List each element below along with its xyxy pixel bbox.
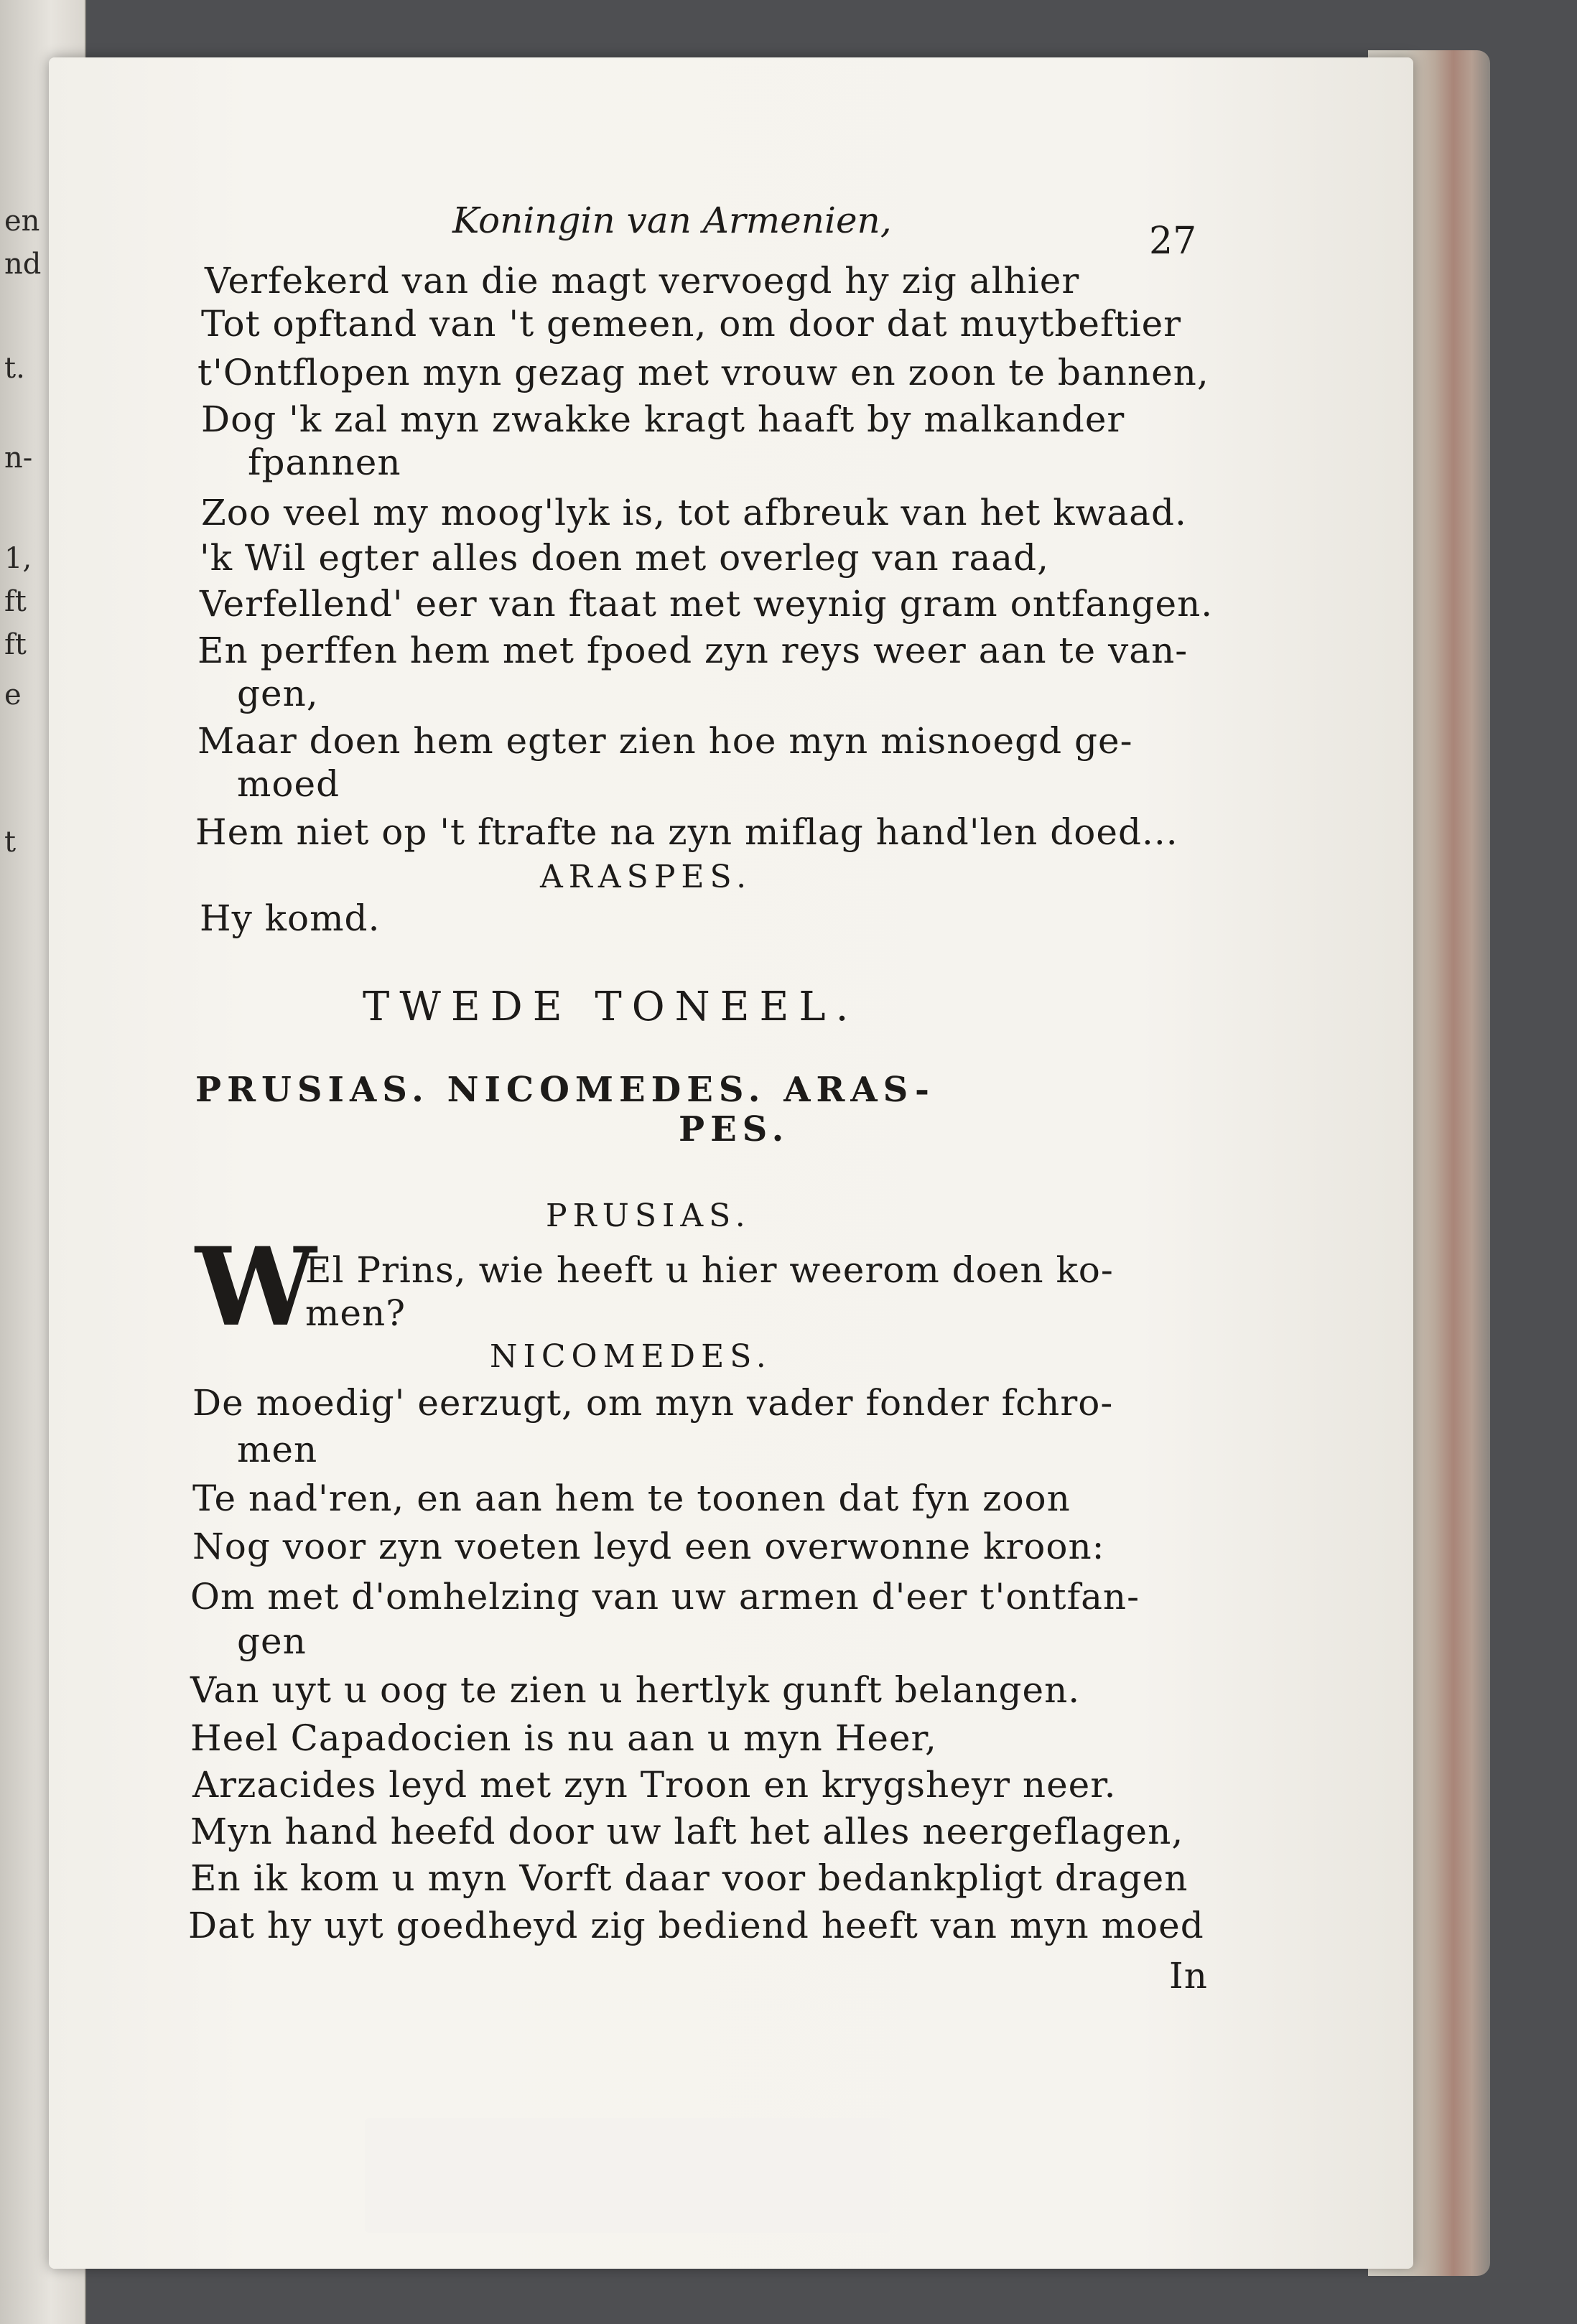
verse-line: Verfellend' eer van ftaat met weynig gram ontfangen.: [200, 583, 1214, 625]
facing-page-fragment: nd: [4, 248, 42, 281]
facing-page-fragment: e: [4, 678, 22, 711]
verse-line: En perffen hem met fpoed zyn reys weer aan te van-: [197, 630, 1188, 671]
drop-cap: W: [195, 1224, 317, 1350]
speaker-prusias: PRUSIAS.: [546, 1198, 751, 1234]
facing-page-fragment: n-: [4, 442, 33, 475]
nicomedes-line: men: [237, 1429, 318, 1470]
verse-line: Hem niet op 't ftrafte na zyn miflag hand'len doed...: [195, 811, 1178, 853]
nicomedes-line: En ik kom u myn Vorft daar voor bedankpligt dragen: [190, 1857, 1188, 1899]
verse-line: Tot opftand van 't gemeen, om door dat muytbeftier: [201, 303, 1182, 345]
verse-line: fpannen: [248, 442, 401, 483]
prusias-line: El Prins, wie heeft u hier weerom doen ko-: [305, 1249, 1114, 1291]
scene-title: TWEDE TONEEL.: [363, 984, 859, 1030]
nicomedes-line: Arzacides leyd met zyn Troon en krygsheyr neer.: [192, 1764, 1117, 1806]
facing-page-fragment: t.: [4, 352, 25, 385]
facing-page-fragment: 1,: [4, 542, 32, 575]
nicomedes-line: Te nad'ren, en aan hem te toonen dat fyn zoon: [192, 1478, 1071, 1519]
nicomedes-line: Myn hand heefd door uw laft het alles neergeflagen,: [190, 1811, 1184, 1852]
verse-line: Maar doen hem egter zien hoe myn misnoegd ge-: [197, 720, 1133, 762]
verse-line: Verfekerd van die magt vervoegd hy zig alhier: [205, 260, 1080, 302]
facing-page-fragment: ft: [4, 628, 27, 661]
speaker-araspes: ARASPES.: [540, 859, 753, 895]
facing-page-fragment: en: [4, 205, 40, 238]
character-list: PRUSIAS. NICOMEDES. ARAS-: [195, 1070, 935, 1110]
nicomedes-line: Om met d'omhelzing van uw armen d'eer t'ontfan-: [190, 1576, 1140, 1618]
nicomedes-line: Heel Capadocien is nu aan u myn Heer,: [190, 1717, 937, 1759]
nicomedes-line: De moedig' eerzugt, om myn vader fonder fchro-: [192, 1382, 1114, 1424]
facing-page-fragment: ft: [4, 585, 27, 618]
nicomedes-line: Van uyt u oog te zien u hertlyk gunft belangen.: [190, 1669, 1081, 1711]
verse-line: 'k Wil egter alles doen met overleg van raad,: [200, 537, 1050, 579]
nicomedes-line: gen: [237, 1620, 307, 1662]
verse-line: moed: [237, 763, 340, 805]
verse-line: Zoo veel my moog'lyk is, tot afbreuk van het kwaad.: [201, 492, 1187, 533]
character-list: PES.: [679, 1109, 790, 1149]
verse-line: Dog 'k zal myn zwakke kragt haaft by malkander: [201, 398, 1125, 440]
nicomedes-line: Dat hy uyt goedheyd zig bediend heeft van myn moed: [188, 1905, 1204, 1946]
redaction-patch: [365, 2118, 890, 2233]
facing-page-fragment: t: [4, 826, 17, 859]
running-title: Koningin van Armenien,: [452, 200, 892, 241]
prusias-line: men?: [305, 1292, 406, 1334]
catchword: In: [1169, 1955, 1208, 1997]
araspes-line: Hy komd.: [200, 897, 381, 939]
verse-line: gen,: [237, 673, 319, 714]
verse-line: t'Ontflopen myn gezag met vrouw en zoon te bannen,: [197, 352, 1209, 393]
speaker-nicomedes: NICOMEDES.: [490, 1338, 772, 1375]
nicomedes-line: Nog voor zyn voeten leyd een overwonne kroon:: [192, 1526, 1105, 1567]
page-number: 27: [1149, 220, 1197, 263]
